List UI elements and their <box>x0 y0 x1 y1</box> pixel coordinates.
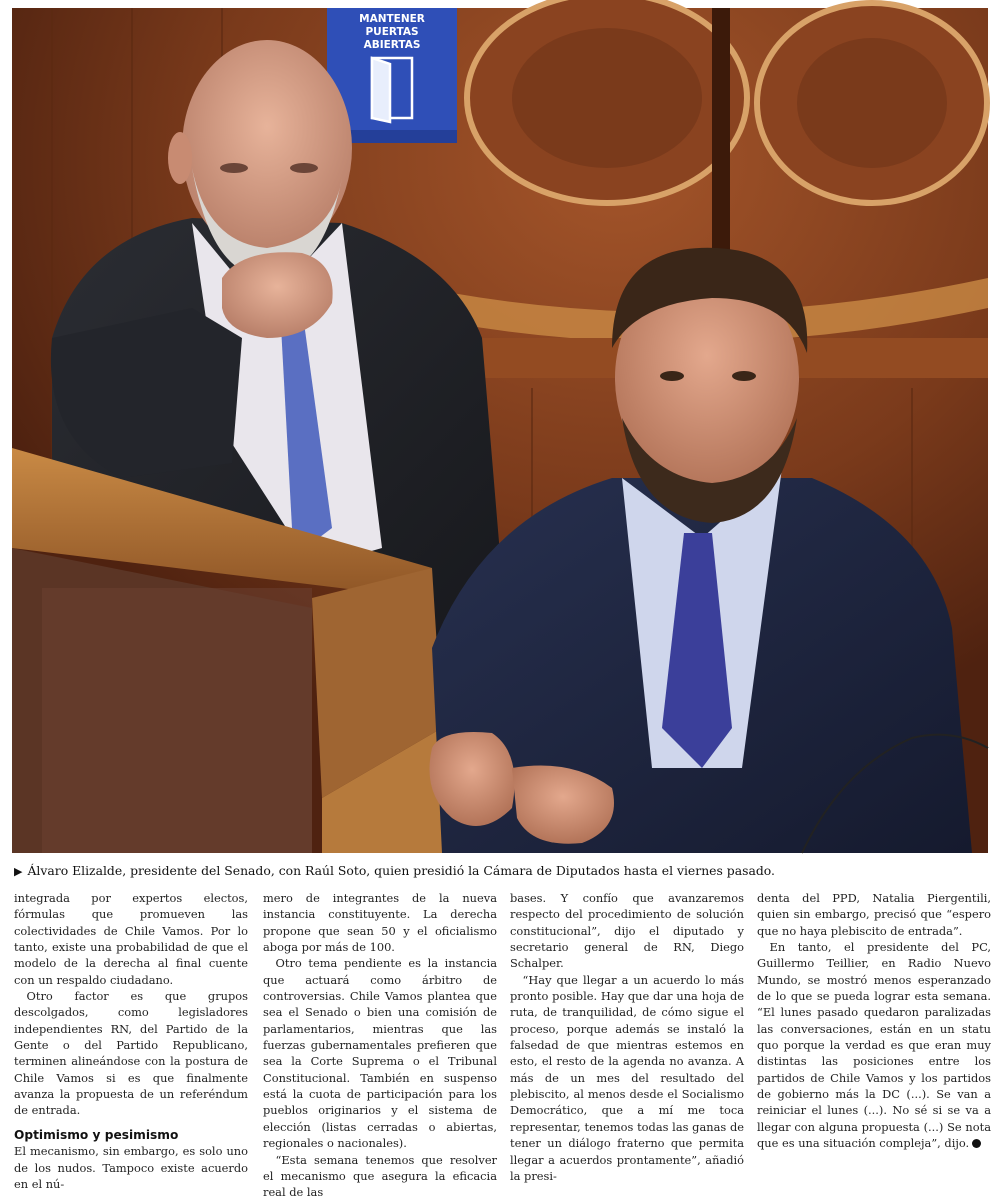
paragraph: “Esta semana tenemos que resolver el mecanismo que asegura la eficacia real de las <box>263 1152 497 1200</box>
sign-line-1: MANTENER <box>359 13 425 25</box>
article-column-4 <box>757 890 991 1151</box>
photo-caption <box>14 861 986 881</box>
end-of-article-icon <box>972 1139 981 1148</box>
paragraph: Otro tema pendiente es la instancia que actuará como árbitro de controversias. Chile Vamos plantea que sea el Senado o bien una comisión de parlamentarios, mientras que las fuerzas gubernamentales prefieren que sea la Corte Suprema o el Tribunal Constitucional. También en suspenso está la cuota de participación para los pueblos originarios y el sistema de elección (listas cerradas o abiertas, regionales o nacionales). <box>263 956 497 1151</box>
article-column-1 <box>14 890 248 1191</box>
paragraph-last <box>757 939 991 1151</box>
paragraph: El mecanismo, sin embargo, es solo uno de los nudos. Tampoco existe acuerdo en el nú- <box>14 1144 248 1191</box>
paragraph: bases. Y confío que avanzaremos respecto del procedimiento de solución constitucional”, dijo el diputado y secretario general de RN, Diego Schalper. <box>510 891 744 971</box>
sign-line-3: ABIERTAS <box>363 39 421 51</box>
caption-marker: ▶ <box>14 865 23 878</box>
article-column-2 <box>263 890 497 1200</box>
paragraph-text: En tanto, el presidente del PC, Guillermo Teillier, en Radio Nuevo Mundo, se mostró menos esperanzado de lo que se pueda lograr esta semana. “El lunes pasado quedaron paralizadas las conversaciones, están en un statu quo porque la verdad es que eran muy distintas las posiciones entre los partidos de Chile Vamos y los partidos de gobierno más la DC (...). Se van a reiniciar el lunes (...). No sé si se va a llegar con alguna propuesta (...) Se nota que es una situación compleja”, dijo. <box>757 940 991 1151</box>
news-photo <box>12 8 988 853</box>
paragraph: integrada por expertos electos, fórmulas que promueven las colectividades de Chile Vamos. Por lo tanto, existe una probabilidad de que el modelo de la derecha al final cuente con un respaldo ciudadano. <box>14 891 248 987</box>
caption-text: Álvaro Elizalde, presidente del Senado, con Raúl Soto, quien presidió la Cámara de Diputados hasta el viernes pasado. <box>27 863 775 878</box>
article-column-3 <box>510 890 744 1183</box>
paragraph: Otro factor es que grupos descolgados, como legisladores independientes RN, del Partido de la Gente o del Partido Republicano, terminen alineándose con la postura de Chile Vamos si es que finalmente avanza la propuesta de un referéndum de entrada. <box>14 989 248 1118</box>
paragraph: denta del PPD, Natalia Piergentili, quien sin embargo, precisó que “espero que no haya plebiscito de entrada”. <box>757 891 991 938</box>
paragraph: mero de integrantes de la nueva instancia constituyente. La derecha propone que sean 50 y el oficialismo aboga por más de 100. <box>263 891 497 955</box>
paragraph: “Hay que llegar a un acuerdo lo más pronto posible. Hay que dar una hoja de ruta, de tranquilidad, de cómo sigue el proceso, porque además se instaló la falsedad de que mientras estemos en esto, el resto de la agenda no avanza. A más de un mes del resultado del plebiscito, al menos desde el Socialismo Democrático, que a mí me toca representar, tenemos todas las ganas de tener un diálogo fraterno que permita llegar a acuerdos prontamente”, añadió la presi- <box>510 972 744 1183</box>
sign-line-2: PUERTAS <box>365 26 419 38</box>
subheading: Optimismo y pesimismo <box>14 1127 179 1142</box>
